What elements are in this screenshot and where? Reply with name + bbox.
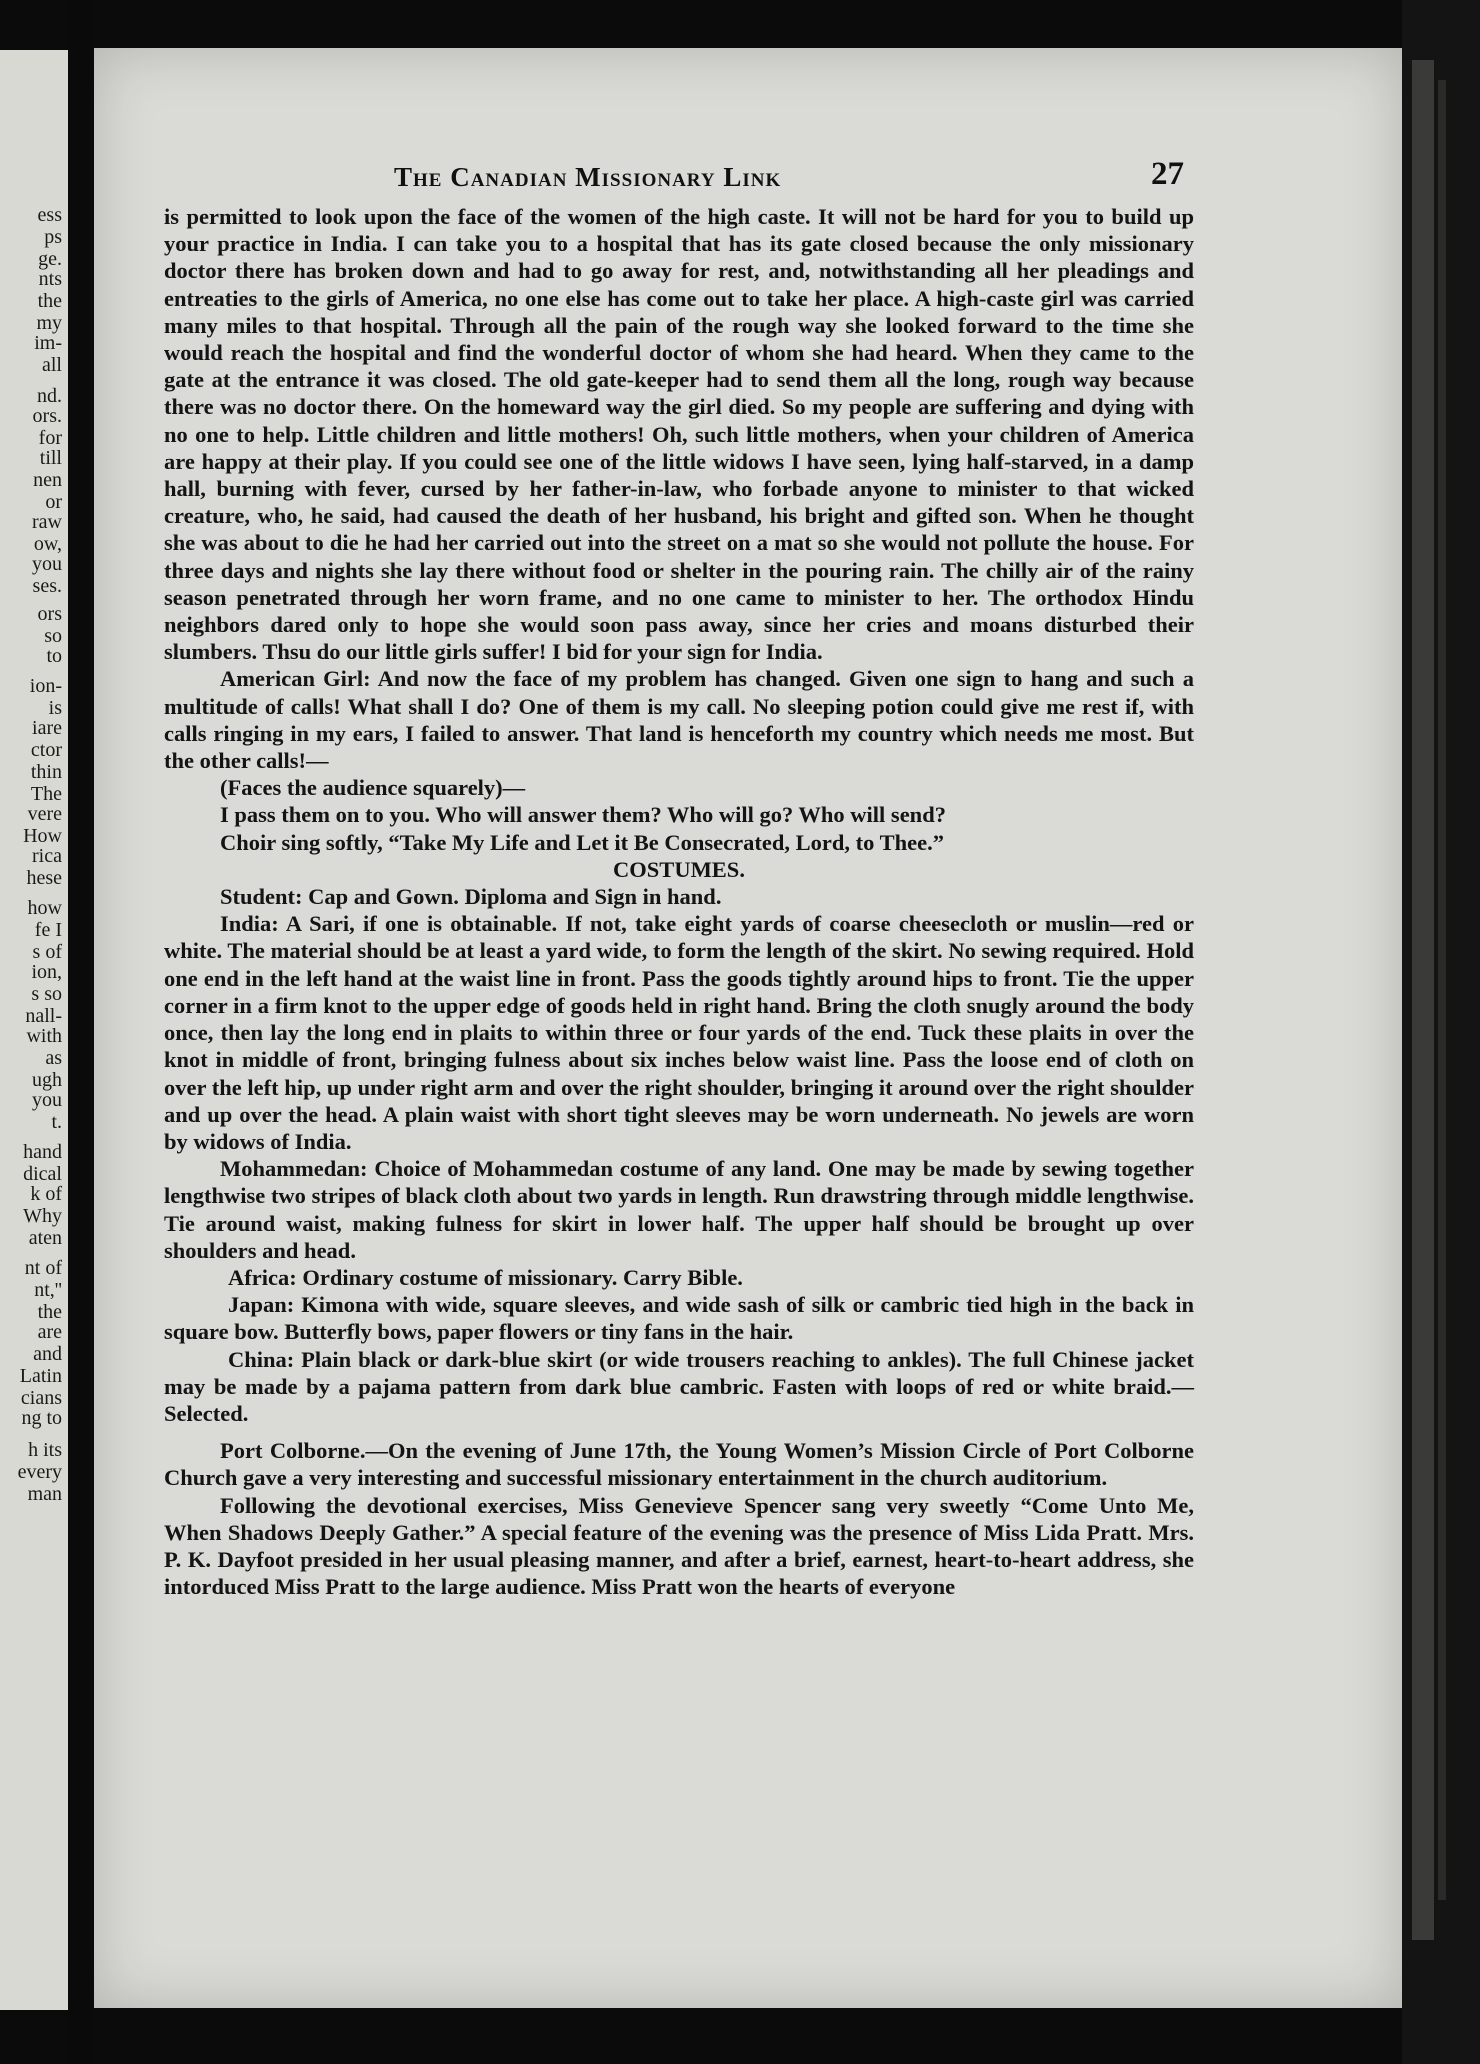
paragraph-pass-on: I pass them on to you. Who will answer them? Who will go? Who will send?: [220, 802, 946, 828]
paragraph-india-plea: is permitted to look upon the face of the women of the high caste. It will not be hard for you to build up your practice in India. I can take you to a hospital that has its gate closed because the only missionary doctor there has broken down and had to go away for rest, and, notwithstanding all her pleadings and entreaties to the girls of America, no one else has come out to take her place. A high-caste girl was carried many miles to that hospital. Through all the pain of the rough way she looked forward to the time she would reach the hospital and find the wonderful doctor of whom she had heard. When they came to the gate at the entrance it was closed. The old gate-keeper had to send them all the long, rough way because there was no doctor there. On the homeward way the girl died. So my people are suffering and dying with no one to help. Little children and little mothers! Oh, such little mothers, when your children of America are happy at their play. If you could see one of the little widows I have seen, lying half-starved, in a damp hall, burning with fever, cursed by her father-in-law, who forbade anyone to minister to that wicked creature, who, he said, had caused the death of her husband, his bright and gifted son. When he thought she was about to die he had her carried out into the street on a mat so she would not pollute the house. For three days and nights she lay there without food or shelter in the pouring rain. The chilly air of the rainy season penetrated through her worn frame, and no one came to minister to her. The orthodox Hindu neighbors dared only to hope she would soon pass away, since her cries and moans disturbed their slumbers. Thsu do our little girls suffer! I bid for your sign for India.: [164, 204, 1194, 665]
facing-page-text-fragment: ion-: [29, 675, 62, 697]
facing-page-text-fragment: nen: [33, 469, 62, 491]
facing-page-text-fragment: as: [45, 1047, 62, 1069]
costume-mohammedan: Mohammedan: Choice of Mohammedan costume of any land. One may be made by sewing together lengthwise two stripes of black cloth about two yards in length. Run drawstring through middle lengthwise. Tie around waist, making fulness for skirt in lower half. The upper half should be brought up over shoulders and head.: [164, 1156, 1194, 1263]
facing-page-text-fragment: you: [32, 1089, 62, 1111]
facing-page-text-fragment: is: [48, 697, 62, 719]
facing-page-text-fragment: ge.: [38, 248, 62, 270]
paragraph-following: Following the devotional exercises, Miss Genevieve Spencer sang very sweetly “Come Unto Me, When Shadows Deeply Gather.” A special feature of the evening was the presence of Miss Lida Pratt. Mrs. P. K. Dayfoot presided in her usual pleasing manner, and after a brief, earnest, heart-to-heart address, she intorduced Miss Pratt to the large audience. Miss Pratt won the hearts of everyone: [164, 1492, 1194, 1600]
facing-page-text-fragment: are: [37, 1321, 62, 1343]
facing-page-text-fragment: so: [44, 625, 62, 647]
facing-page-text-fragment: Why: [23, 1205, 62, 1227]
facing-page-text-fragment: iare: [32, 717, 62, 739]
page-stack-edge: [1412, 60, 1434, 1940]
facing-page-text-fragment: thin: [30, 761, 62, 783]
facing-page-text-fragment: for: [38, 427, 62, 449]
costume-student: Student: Cap and Gown. Diploma and Sign in hand.: [220, 884, 722, 910]
facing-page-text-fragment: s so: [31, 983, 62, 1005]
stage-direction: (Faces the audience squarely)—: [220, 775, 526, 801]
facing-page-text-fragment: nt,'': [34, 1279, 62, 1301]
facing-page-text-fragment: and: [33, 1343, 62, 1365]
facing-page-text-fragment: ow,: [33, 533, 62, 555]
facing-page-text-fragment: the: [37, 1301, 62, 1323]
facing-page-text-fragment: ugh: [32, 1069, 62, 1091]
facing-page-text-fragment: ses.: [32, 575, 62, 597]
page-number: 27: [1151, 156, 1184, 192]
facing-page-text-fragment: ps: [44, 226, 62, 248]
facing-page-text-fragment: nd.: [37, 385, 62, 407]
facing-page-text-fragment: every: [17, 1461, 62, 1483]
paragraph-american-girl: American Girl: And now the face of my problem has changed. Given one sign to hang and such a multitude of calls! What shall I do? One of them is my call. No sleeping potion could give me rest if, with calls ringing in my ears, I failed to answer. That land is henceforth my country which needs me most. But the other calls!—: [164, 666, 1194, 774]
facing-page-text-fragment: ng to: [21, 1407, 62, 1429]
facing-page-text-fragment: k of: [30, 1183, 62, 1205]
facing-page-text-fragment: or: [45, 491, 62, 513]
facing-page-text-fragment: how: [27, 897, 62, 919]
page: [94, 48, 1402, 2008]
facing-page-text-fragment: to: [46, 645, 62, 667]
facing-page-text-fragment: nall-: [25, 1005, 62, 1027]
book-gutter: [68, 0, 94, 2064]
facing-page-text-fragment: with: [26, 1025, 62, 1047]
facing-page-text-fragment: till: [39, 447, 62, 469]
costume-india: India: A Sari, if one is obtainable. If not, take eight yards of coarse cheesecloth or muslin—red or white. The material should be at least a yard wide, to form the length of the skirt. No sewing required. Hold one end in the left hand at the waist line in front. Pass the goods tightly around hips to front. Tie the upper corner in a firm knot to the upper edge of goods held in right hand. Bring the cloth snugly around the body once, then lay the long end in plaits to within three or four yards of the end. Tuck these plaits in over the knot in middle of front, bringing fulness about six inches below waist line. Pass the loose end of cloth on over the left hip, up under right arm and over the right shoulder, bringing it around over the right shoulder and up over the head. A plain waist with short tight sleeves may be worn underneath. No jewels are worn by widows of India.: [164, 911, 1194, 1154]
facing-page-text-fragment: cians: [20, 1387, 62, 1409]
body-text: [164, 203, 1194, 1600]
facing-page-text-fragment: ess: [37, 204, 62, 226]
costume-china: China: Plain black or dark-blue skirt (or wide trousers reaching to ankles). The full Chinese jacket may be made by a pajama pattern from dark blue cambric. Fasten with loops of red or white braid.—Selected.: [164, 1346, 1194, 1426]
facing-page-text-fragment: ors: [37, 603, 62, 625]
facing-page-text-fragment: h its: [28, 1439, 62, 1461]
facing-page-text-fragment: my: [36, 312, 62, 334]
facing-page-text-fragment: vere: [27, 803, 62, 825]
facing-page-text-fragment: nt of: [24, 1257, 62, 1279]
costumes-heading: COSTUMES.: [613, 856, 745, 882]
facing-page-text-fragment: hese: [26, 867, 62, 889]
paragraph-port-colborne: Port Colborne.—On the evening of June 17th, the Young Women’s Mission Circle of Port Colborne Church gave a very interesting and successful missionary entertainment in the church auditorium.: [164, 1438, 1194, 1491]
facing-page-text-fragment: s of: [32, 941, 62, 963]
facing-page-text-fragment: fe I: [34, 919, 62, 941]
facing-page-text-fragment: man: [27, 1483, 62, 1505]
facing-page-text-fragment: t.: [51, 1111, 62, 1133]
facing-page-edge: [0, 50, 68, 2010]
costume-africa: Africa: Ordinary costume of missionary. Carry Bible.: [228, 1264, 743, 1290]
journal-title: The Canadian Missionary Link: [394, 162, 782, 192]
page-stack-shadow: [1438, 80, 1446, 1900]
facing-page-text-fragment: rica: [32, 845, 62, 867]
costume-japan: Japan: Kimona with wide, square sleeves, and wide sash of silk or cambric tied high in the back in square bow. Butterfly bows, paper flowers or tiny fans in the hair.: [164, 1292, 1194, 1345]
facing-page-text-fragment: raw: [32, 511, 62, 533]
book-right-edge: [1402, 0, 1480, 2064]
running-header: [94, 158, 1402, 198]
facing-page-text-fragment: nts: [38, 268, 62, 290]
facing-page-text-fragment: im-: [34, 332, 62, 354]
facing-page-text-fragment: all: [42, 354, 62, 376]
facing-page-text-fragment: Latin: [19, 1365, 62, 1387]
facing-page-text-fragment: the: [37, 290, 62, 312]
facing-page-text-fragment: hand: [23, 1141, 62, 1163]
facing-page-text-fragment: dical: [23, 1163, 62, 1185]
facing-page-text-fragment: aten: [28, 1227, 62, 1249]
facing-page-text-fragment: How: [23, 825, 62, 847]
facing-page-text-fragment: ion,: [31, 961, 62, 983]
facing-page-text-fragment: ors.: [32, 405, 62, 427]
paragraph-choir: Choir sing softly, “Take My Life and Let it Be Consecrated, Lord, to Thee.”: [220, 829, 944, 855]
facing-page-text-fragment: The: [30, 783, 62, 805]
facing-page-text-fragment: ctor: [30, 739, 62, 761]
facing-page-text-fragment: you: [32, 553, 62, 575]
